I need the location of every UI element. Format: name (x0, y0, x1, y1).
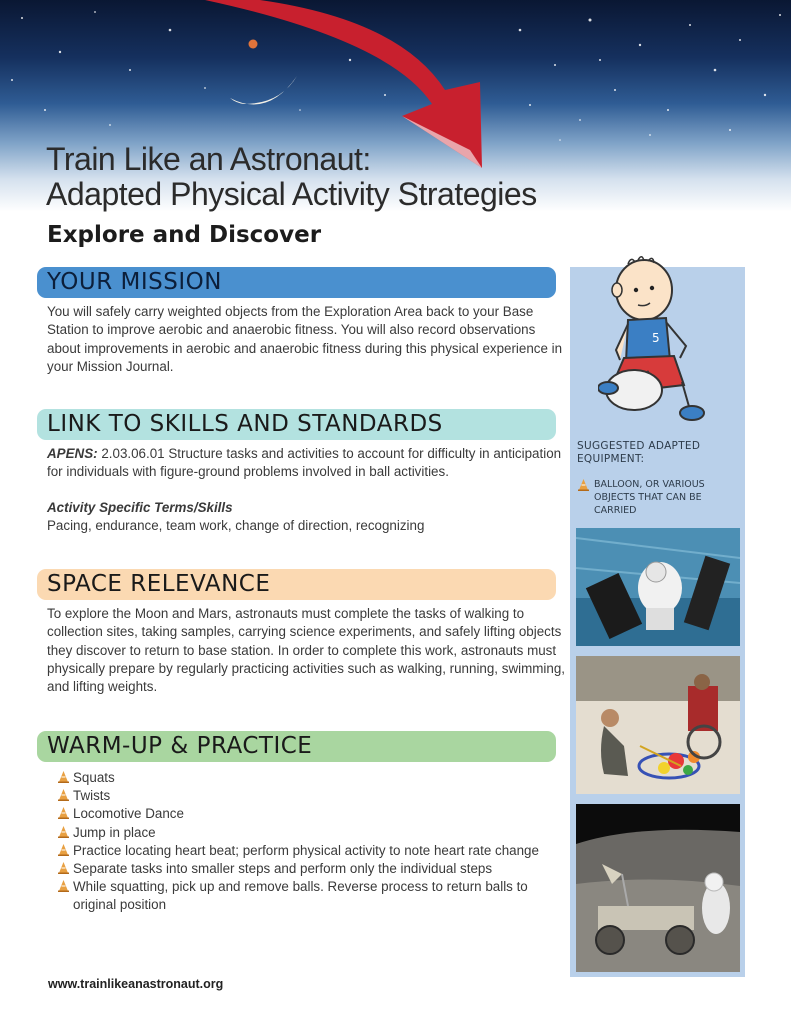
cone-bullet-icon (58, 789, 69, 801)
cone-bullet-icon (58, 826, 69, 838)
page-subtitle: Explore and Discover (47, 222, 322, 248)
relevance-heading-bar: SPACE RELEVANCE (37, 569, 556, 600)
title-line-1: Train Like an Astronaut: (46, 141, 371, 177)
cone-bullet-icon (58, 771, 69, 783)
stars (11, 11, 781, 141)
equipment-title: SUGGESTED ADAPTED EQUIPMENT: (577, 440, 701, 465)
underwater-astronaut-photo (576, 528, 740, 646)
footer-url: www.trainlikeanastronaut.org (48, 977, 224, 991)
mission-text: You will safely carry weighted objects from the Exploration Area back to your Base Station to improve aerobic and anaerobic fitness. You will also record observations about improvements in aerobic and anaerobic fitness during this physical experience in your Mission Journal. (47, 304, 563, 374)
list-item: Practice locating heart beat; perform physical activity to note heart rate change (58, 842, 558, 860)
list-item: Separate tasks into smaller steps and perform only the individual steps (58, 860, 558, 878)
mars-dot (249, 40, 258, 49)
skills-heading-bar: LINK TO SKILLS AND STANDARDS (37, 409, 556, 440)
terms-title: Activity Specific Terms/Skills (47, 500, 233, 515)
cone-bullet-icon (58, 862, 69, 874)
lunar-rover-photo (576, 804, 740, 972)
cone-bullet-icon (578, 479, 589, 491)
warmup-list (58, 769, 558, 915)
apens-text: 2.03.06.01 Structure tasks and activities to account for difficulty in anticipation for individuals with figure-ground problems involved in ball activities. (47, 446, 562, 480)
apens-paragraph (47, 445, 567, 482)
crescent-moon (230, 76, 297, 104)
mission-heading-bar: YOUR MISSION (37, 267, 556, 298)
title-line-2: Adapted Physical Activity Strategies (46, 176, 537, 212)
astronaut-kid-illustration (598, 250, 708, 428)
apens-label: APENS: (47, 446, 98, 461)
list-item: Locomotive Dance (58, 805, 558, 823)
classroom-ball-activity-photo (576, 656, 740, 794)
cone-bullet-icon (58, 844, 69, 856)
terms-text: Pacing, endurance, team work, change of direction, recognizing (47, 518, 425, 533)
equipment-item: BALLOON, OR VARIOUS OBJECTS THAT CAN BE CARRIED (578, 478, 728, 517)
svg-text:5: 5 (652, 331, 660, 345)
warmup-heading-bar: WARM-UP & PRACTICE (37, 731, 556, 762)
relevance-text: To explore the Moon and Mars, astronauts must complete the tasks of walking to collection sites, taking samples, carrying science experiments, and safely lifting objects they discover to return to base station. In order to complete this work, astronauts must physically prepare by regularly practicing activities such as walking, running, swimming, and lifting weights. (47, 606, 565, 695)
list-item: While squatting, pick up and remove balls. Reverse process to return balls to original position (58, 878, 558, 914)
list-item: Squats (58, 769, 558, 787)
page-title (46, 142, 537, 212)
list-item: Twists (58, 787, 558, 805)
list-item: Jump in place (58, 824, 558, 842)
cone-bullet-icon (58, 807, 69, 819)
cone-bullet-icon (58, 880, 69, 892)
